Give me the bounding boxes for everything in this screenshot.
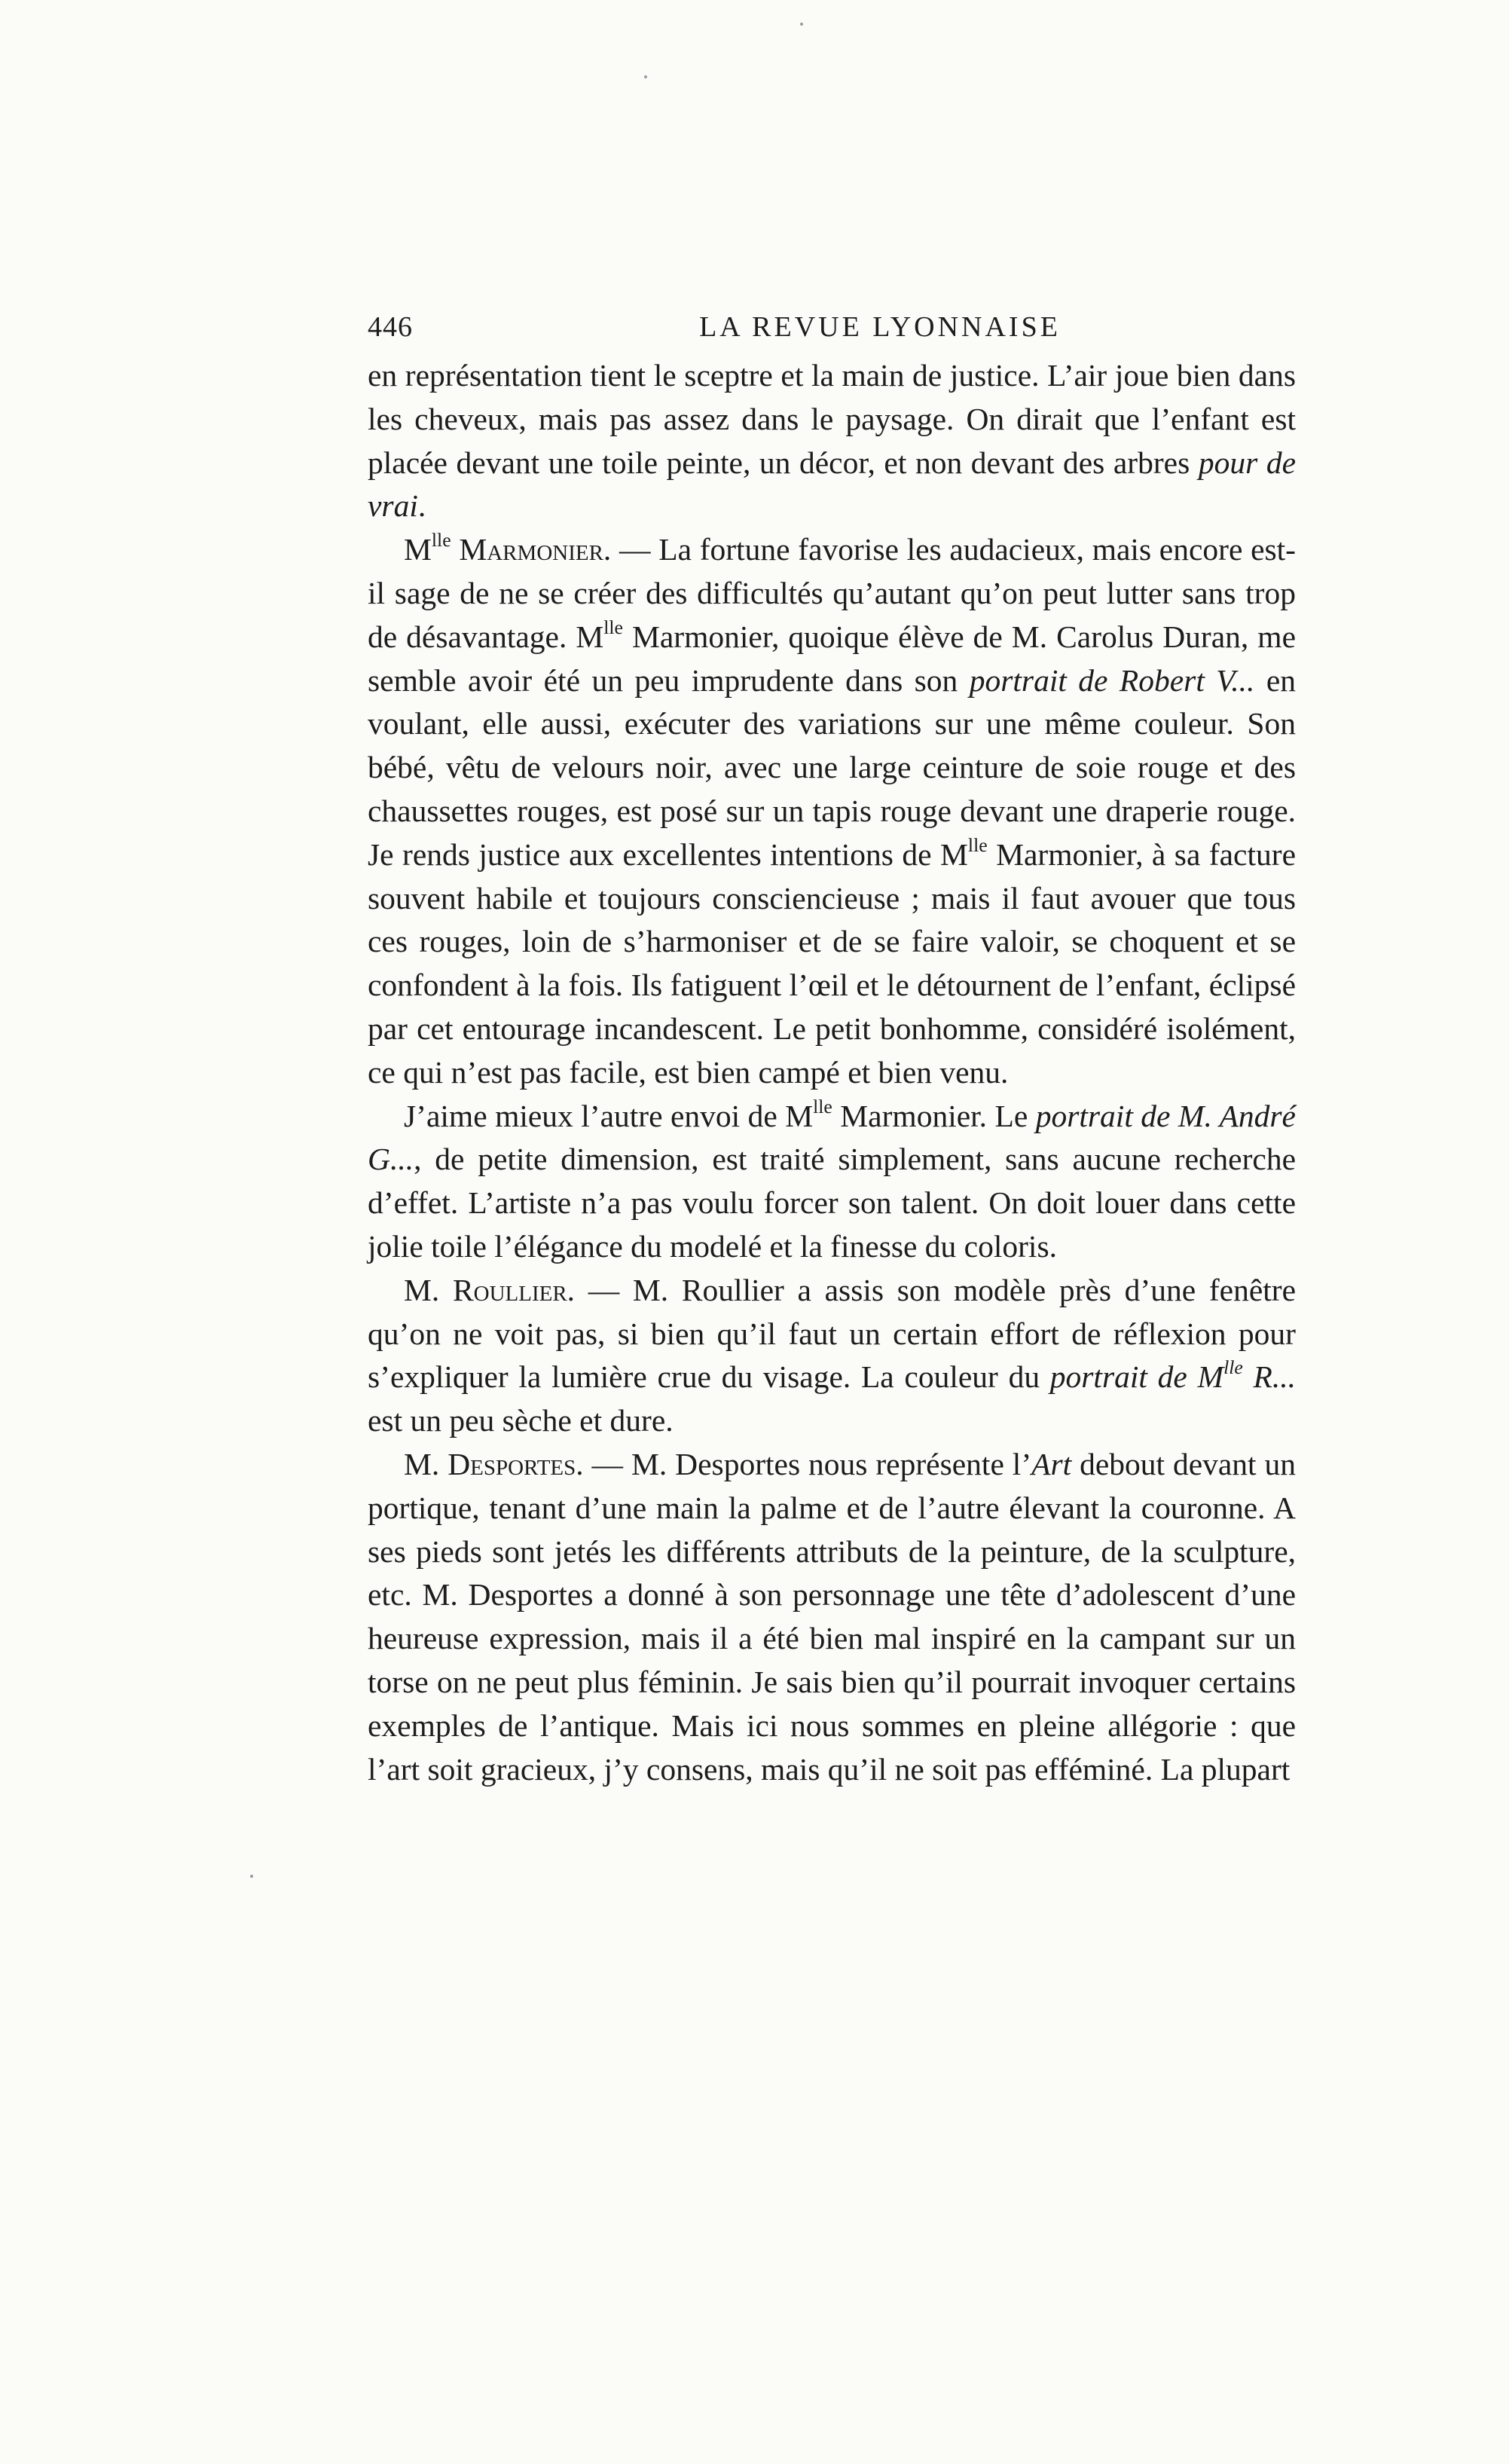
paper-speck [250, 1875, 253, 1878]
artwork-title: Art [1031, 1446, 1072, 1481]
body-text [368, 354, 1296, 1791]
paragraph-roullier: M. Roullier. — M. Roullier a assis son modèle près d’une fenêtre qu’on ne voit pas, si bien qu’il faut un certain effort de réflexion pour s’expliquer la lumière crue du visage. La couleur du portrait de $M^{lle}$ R... est un peu sèche et dure. [368, 1272, 1297, 1438]
paragraph-marmonier-second: J’aime mieux l’autre envoi de $M^{lle}$ Marmonier. Le portrait de M. André G..., de petite dimension, est traité simplement, sans aucune recherche d’effet. L’artiste n’a pas voulu forcer son talent. On doit louer dans cette jolie toile l’élégance du modelé et la finesse du coloris. [368, 1095, 1296, 1264]
artwork-title: portrait de $M^{lle}$ R... [1049, 1356, 1296, 1395]
page-number: 446 [368, 311, 413, 343]
paragraph-continuation: en représentation tient le sceptre et la main de justice. L’air joue bien dans les cheveux, mais pas assez dans le paysage. On dirait que l’enfant est placée devant une toile peinte, un décor, et non devant des arbres pour de vrai. [368, 358, 1296, 524]
paragraph-desportes: M. Desportes. — M. Desportes nous représente l’Art debout devant un portique, tenant d’une main la palme et de l’autre élevant la couronne. A ses pieds sont jetés les différents attributs de la peinture, de la sculpture, etc. M. Desportes a donné à son personnage une tête d’adolescent d’une heureuse expression, mais il a été bien mal inspiré en la campant sur un torse on ne peut plus féminin. Je sais bien qu’il pourrait invoquer certains exemples de l’antique. Mais ici nous sommes en pleine allégorie : que l’art soit gracieux, j’y consens, mais qu’il ne soit pas efféminé. La plupart [368, 1446, 1297, 1787]
paragraph-marmonier: $M^{lle}$ Marmonier. — La fortune favorise les audacieux, mais encore est-il sage de ne se créer des difficultés qu’autant qu’on peut lutter sans trop de désavantage. $M^{lle}$ Marmonier, quoique élève de M. Carolus Duran, me semble avoir été un peu imprudente dans son portrait de Robert V... en voulant, elle aussi, exécuter des variations sur une même couleur. Son bébé, vêtu de velours noir, avec une large ceinture de soie rouge et des chaussettes rouges, est posé sur un tapis rouge devant une draperie rouge. Je rends justice aux excellentes intentions de $M^{lle}$ Marmonier, à sa facture souvent habile et toujours consciencieuse ; mais il faut avouer que tous ces rouges, loin de s’harmoniser et de se faire valoir, se choquent et se confondent à la fois. Ils fatiguent l’œil et le détournent de l’enfant, éclipsé par cet entourage incandescent. Le petit bonhomme, considéré isolément, ce qui n’est pas facile, est bien campé et bien venu. [368, 529, 1297, 1090]
paper-speck [800, 23, 803, 26]
artist-name: Marmonier [459, 532, 603, 567]
running-header [368, 304, 1294, 350]
journal-title: LA REVUE LYONNAISE [699, 311, 1061, 343]
artist-name: Roullier [452, 1272, 567, 1307]
artist-name: Desportes [448, 1446, 576, 1481]
artwork-title: portrait de Robert V... [969, 662, 1255, 698]
artwork-title: portrait de M. André G... [368, 1098, 1296, 1177]
paper-speck [644, 75, 647, 78]
